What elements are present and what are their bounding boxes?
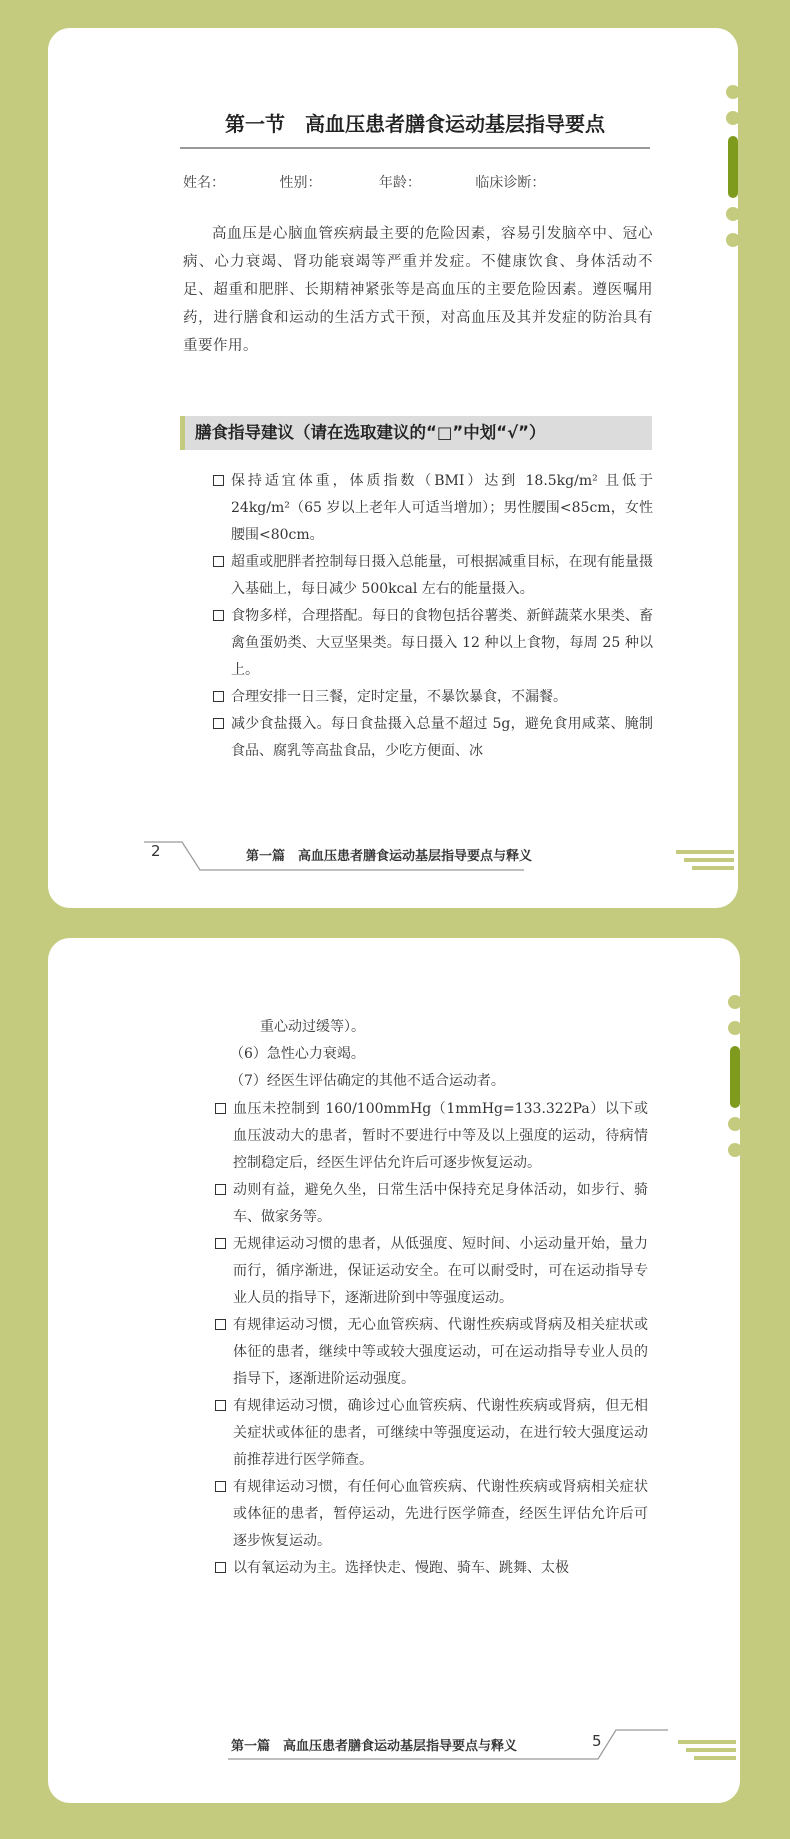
checklist-item bbox=[213, 603, 653, 684]
exercise-checklist bbox=[215, 1096, 648, 1582]
checklist-item-text: 有规律运动习惯，无心血管疾病、代谢性疾病或肾病及相关症状或体征的患者，继续中等或较大强度运动，可在运动指导专业人员的指导下，逐渐进阶运动强度。 bbox=[233, 1317, 648, 1387]
running-footer: 第一篇 高血压患者膳食运动基层指导要点与释义 bbox=[246, 849, 533, 864]
field-diagnosis: 临床诊断： bbox=[475, 175, 546, 191]
checklist-item-text: 超重或肥胖者控制每日摄入总能量，可根据减重目标，在现有能量摄入基础上，每日减少 500kcal 左右的能量摄入。 bbox=[231, 554, 653, 597]
page-number: 5 bbox=[592, 1732, 602, 1750]
checklist-item bbox=[215, 1231, 648, 1312]
page-nav-indicator bbox=[726, 28, 742, 228]
checklist-item-text: 减少食盐摄入。每日食盐摄入总量不超过 5g，避免食用咸菜、腌制食品、腐乳等高盐食品，少吃方便面、冰 bbox=[231, 716, 653, 759]
checklist-item bbox=[213, 684, 653, 711]
checklist-item-text: 以有氧运动为主。选择快走、慢跑、骑车、跳舞、太极 bbox=[233, 1560, 569, 1576]
page-number: 2 bbox=[151, 842, 161, 860]
checkbox[interactable] bbox=[215, 1562, 226, 1573]
diet-checklist bbox=[213, 468, 653, 765]
checklist-item-text: 合理安排一日三餐，定时定量，不暴饮暴食，不漏餐。 bbox=[231, 689, 567, 705]
nav-dot[interactable] bbox=[728, 1143, 742, 1157]
continued-line: 重心动过缓等）。 bbox=[260, 1019, 365, 1035]
checkbox[interactable] bbox=[213, 691, 224, 702]
corner-decoration-icon bbox=[676, 850, 738, 876]
checklist-item-text: 无规律运动习惯的患者，从低强度、短时间、小运动量开始，量力而行，循序渐进，保证运动安全。在可以耐受时，可在运动指导专业人员的指导下，逐渐进阶到中等强度运动。 bbox=[233, 1236, 648, 1306]
contraindication-item: （6）急性心力衰竭。 bbox=[230, 1046, 365, 1062]
checkbox[interactable] bbox=[215, 1481, 226, 1492]
checkbox[interactable] bbox=[215, 1184, 226, 1195]
checklist-item bbox=[213, 549, 653, 603]
checkbox[interactable] bbox=[213, 556, 224, 567]
nav-dot[interactable] bbox=[728, 995, 742, 1009]
section-title: 第一节 高血压患者膳食运动基层指导要点 bbox=[180, 108, 650, 149]
nav-active-bar[interactable] bbox=[728, 136, 738, 198]
book-page-5 bbox=[48, 938, 740, 1803]
checklist-item-text: 有规律运动习惯，确诊过心血管疾病、代谢性疾病或肾病，但无相关症状或体征的患者，可继续中等强度运动，在进行较大强度运动前推荐进行医学筛查。 bbox=[233, 1398, 648, 1468]
nav-dot[interactable] bbox=[726, 233, 740, 247]
checklist-item bbox=[213, 711, 653, 765]
checkbox[interactable] bbox=[215, 1238, 226, 1249]
nav-dot[interactable] bbox=[726, 111, 740, 125]
nav-dot[interactable] bbox=[728, 1021, 742, 1035]
field-age: 年龄： bbox=[378, 175, 421, 191]
nav-dot[interactable] bbox=[726, 85, 740, 99]
corner-decoration-icon bbox=[678, 1740, 740, 1766]
checkbox[interactable] bbox=[213, 718, 224, 729]
diet-guidance-heading: 膳食指导建议（请在选取建议的“□”中划“√”） bbox=[180, 416, 652, 450]
checklist-item-text: 动则有益，避免久坐，日常生活中保持充足身体活动，如步行、骑车、做家务等。 bbox=[233, 1182, 648, 1225]
nav-active-bar[interactable] bbox=[730, 1046, 740, 1108]
checklist-item bbox=[215, 1393, 648, 1474]
checklist-item-text: 食物多样，合理搭配。每日的食物包括谷薯类、新鲜蔬菜水果类、畜禽鱼蛋奶类、大豆坚果类。每日摄入 12 种以上食物，每周 25 种以上。 bbox=[231, 608, 653, 678]
page-nav-indicator bbox=[728, 938, 744, 1138]
field-name: 姓名： bbox=[183, 175, 225, 191]
patient-info-fields bbox=[183, 172, 545, 192]
running-footer: 第一篇 高血压患者膳食运动基层指导要点与释义 bbox=[231, 1739, 518, 1754]
field-gender: 性别： bbox=[279, 175, 322, 191]
checklist-item-text: 保持适宜体重，体质指数（BMI）达到 18.5kg/m² 且低于 24kg/m²（65 岁以上老年人可适当增加）；男性腰围<85cm，女性腰围<80cm。 bbox=[231, 473, 653, 543]
nav-dot[interactable] bbox=[726, 207, 740, 221]
nav-dot[interactable] bbox=[728, 1117, 742, 1131]
checkbox[interactable] bbox=[215, 1319, 226, 1330]
checklist-item bbox=[215, 1474, 648, 1555]
checklist-item bbox=[213, 468, 653, 549]
checkbox[interactable] bbox=[215, 1400, 226, 1411]
checklist-item bbox=[215, 1177, 648, 1231]
checkbox[interactable] bbox=[213, 475, 224, 486]
book-page-2 bbox=[48, 28, 738, 908]
checkbox[interactable] bbox=[215, 1103, 226, 1114]
checklist-item bbox=[215, 1312, 648, 1393]
checklist-item-text: 有规律运动习惯，有任何心血管疾病、代谢性疾病或肾病相关症状或体征的患者，暂停运动，先进行医学筛查，经医生评估允许后可逐步恢复运动。 bbox=[233, 1479, 648, 1549]
intro-paragraph: 高血压是心脑血管疾病最主要的危险因素，容易引发脑卒中、冠心病、心力衰竭、肾功能衰竭等严重并发症。不健康饮食、身体活动不足、超重和肥胖、长期精神紧张等是高血压的主要危险因素。遵医嘱用药，进行膳食和运动的生活方式干预，对高血压及其并发症的防治具有重要作用。 bbox=[183, 226, 653, 354]
checklist-item-text: 血压未控制到 160/100mmHg（1mmHg=133.322Pa）以下或血压波动大的患者，暂时不要进行中等及以上强度的运动，待病情控制稳定后，经医生评估允许后可逐步恢复运动。 bbox=[233, 1101, 648, 1171]
contraindication-item: （7）经医生评估确定的其他不适合运动者。 bbox=[230, 1073, 505, 1089]
checklist-item bbox=[215, 1096, 648, 1177]
checklist-item bbox=[215, 1555, 648, 1582]
checkbox[interactable] bbox=[213, 610, 224, 621]
